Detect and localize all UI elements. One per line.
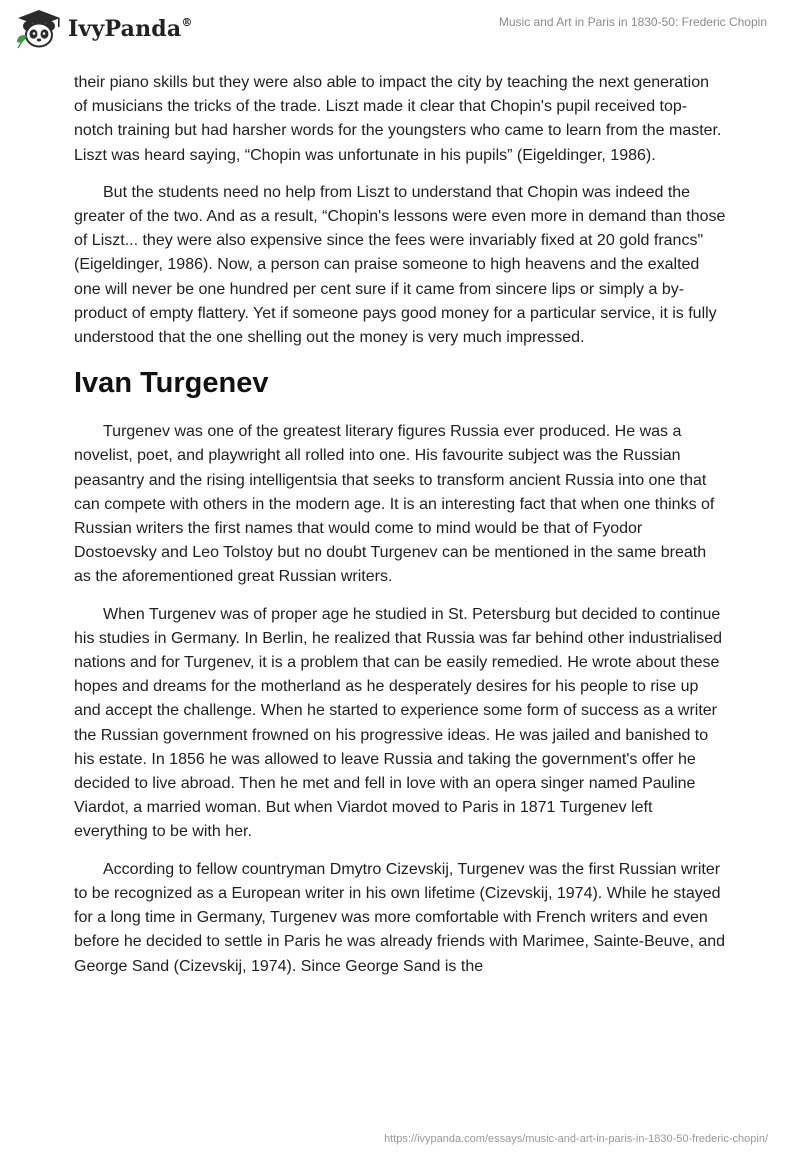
source-url[interactable]: https://ivypanda.com/essays/music-and-art-in-paris-in-1830-50-frederic-chopin/ bbox=[384, 1133, 768, 1145]
paragraph-4: When Turgenev was of proper age he studied in St. Petersburg but decided to continue his studies in Germany. In Berlin, he realized that Russia was far behind other industrialised nations and for Turgenev, it is a problem that can be easily remedied. He wrote about these hopes and dreams for the motherland as he desperately desires for his people to rise up and accept the challenge. When he started to experience some form of success as a writer the Russian government frowned on his progressive ideas. He was jailed and banished to his estate. In 1856 he was allowed to leave Russia and taking the government's offer he decided to live abroad. Then he met and fell in love with an opera singer named Pauline Viardot, a married woman. But when Viardot moved to Paris in 1871 Turgenev left everything to be with her. bbox=[74, 605, 723, 841]
panda-graduate-icon bbox=[14, 8, 64, 50]
document-title: Music and Art in Paris in 1830-50: Frederic Chopin bbox=[498, 15, 767, 29]
page-header bbox=[0, 0, 800, 62]
brand-name: IvyPanda® bbox=[68, 16, 193, 42]
essay-body bbox=[74, 71, 726, 992]
paragraph-5: According to fellow countryman Dmytro Cizevskij, Turgenev was the first Russian writer to be recognized as a European writer in his own lifetime (Cizevskij, 1974). While he stayed for a long time in Germany, Turgenev was more comfortable with French writers and even before he decided to settle in Paris he was already friends with Marimee, Sainte-Beuve, and George Sand (Cizevskij, 1974). Since George Sand is the bbox=[74, 860, 726, 975]
paragraph-1: their piano skills but they were also able to impact the city by teaching the next generation of musicians the tricks of the trade. Liszt made it clear that Chopin's pupil received top-notch training but had harsher words for the youngsters who came to learn from the master. Liszt was heard saying, “Chopin was unfortunate in his pupils” (Eigeldinger, 1986). bbox=[74, 74, 722, 164]
ivypanda-logo[interactable] bbox=[14, 8, 193, 50]
section-heading: Ivan Turgenev bbox=[74, 367, 269, 400]
paragraph-3: Turgenev was one of the greatest literary figures Russia ever produced. He was a novelist, poet, and playwright all rolled into one. His favourite subject was the Russian peasantry and the rising intelligentsia that seeks to transform ancient Russia into one that can compete with others in the modern age. It is an interesting fact that when one thinks of Russian writers the first names that would come to mind would be that of Fyodor Dostoevsky and Leo Tolstoy but no doubt Turgenev can be mentioned in the same breath as the aforementioned great Russian writers. bbox=[74, 423, 715, 586]
paragraph-2: But the students need no help from Liszt to understand that Chopin was indeed the greater of the two. And as a result, “Chopin's lessons were even more in demand than those of Liszt... they were also expensive since the fees were invariably fixed at 20 gold francs" (Eigeldinger, 1986). Now, a person can praise someone to high heavens and the exalted one will never be one hundred per cent sure if it came from sincere lips or simply a by-product of empty flattery. Yet if someone pays good money for a particular service, it is fully understood that the one shelling out the money is very much impressed. bbox=[74, 183, 726, 347]
